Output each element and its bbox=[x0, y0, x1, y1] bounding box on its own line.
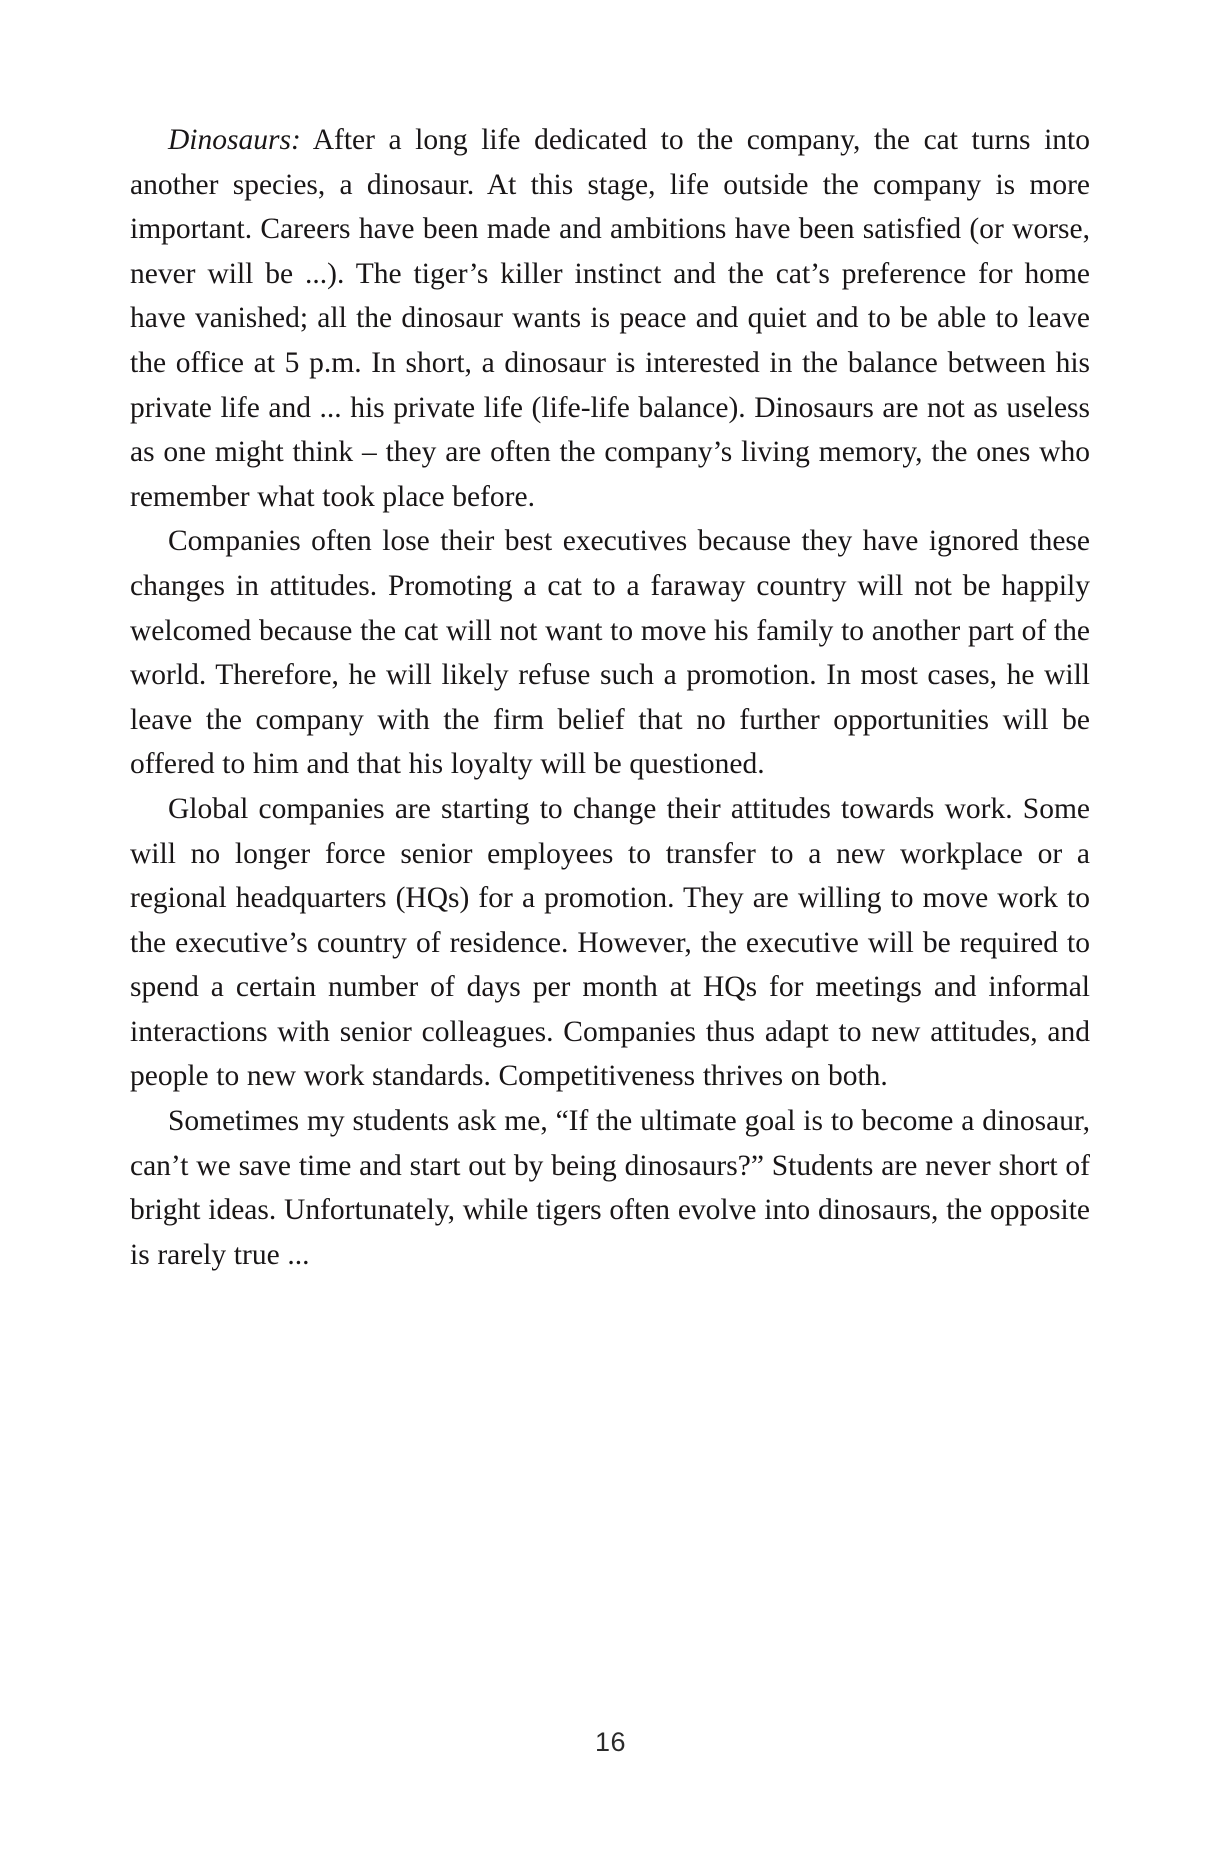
body-text-block bbox=[130, 118, 1090, 1277]
paragraph-lead-italic: Dinosaurs: bbox=[168, 124, 301, 156]
page-number: 16 bbox=[594, 1727, 627, 1757]
paragraph-dinosaurs bbox=[130, 118, 1090, 519]
paragraph-text: Companies often lose their best executives because they have ignored these changes in attitudes. Promoting a cat to a faraway country will not be happily welcomed because the cat will not want to move his family to another part of the world. Therefore, he will likely refuse such a promotion. In most cases, he will leave the company with the firm belief that no further opportunities will be offered to him and that his loyalty will be questioned. bbox=[130, 525, 1090, 781]
paragraph-text: After a long life dedicated to the company, the cat turns into another species, a dinosaur. At this stage, life outside the company is more important. Careers have been made and ambitions have been satisfied (or worse, never will be ...). The tiger’s killer instinct and the cat’s preference for home have vanished; all the dinosaur wants is peace and quiet and to be able to leave the office at 5 p.m. In short, a dinosaur is interested in the balance between his private life and ... his private life (life-life balance). Dinosaurs are not as useless as one might think – they are often the company’s living memory, the ones who remember what took place before. bbox=[130, 124, 1090, 513]
paragraph-global-companies bbox=[130, 787, 1090, 1099]
paragraph-text: Global companies are starting to change their attitudes towards work. Some will no longer force senior employees to transfer to a new workplace or a regional headquarters (HQs) for a promotion. They are willing to move work to the executive’s country of residence. However, the executive will be required to spend a certain number of days per month at HQs for meetings and informal interactions with senior colleagues. Companies thus adapt to new attitudes, and people to new work standards. Competitiveness thrives on both. bbox=[130, 792, 1090, 1093]
paragraph-companies-lose bbox=[130, 519, 1090, 787]
paragraph-sometimes-students bbox=[130, 1099, 1090, 1277]
paragraph-text: Sometimes my students ask me, “If the ultimate goal is to become a dinosaur, can’t we save time and start out by being dinosaurs?” Students are never short of bright ideas. Unfortunately, while tigers often evolve into dinosaurs, the opposite is rarely true ... bbox=[130, 1105, 1090, 1271]
